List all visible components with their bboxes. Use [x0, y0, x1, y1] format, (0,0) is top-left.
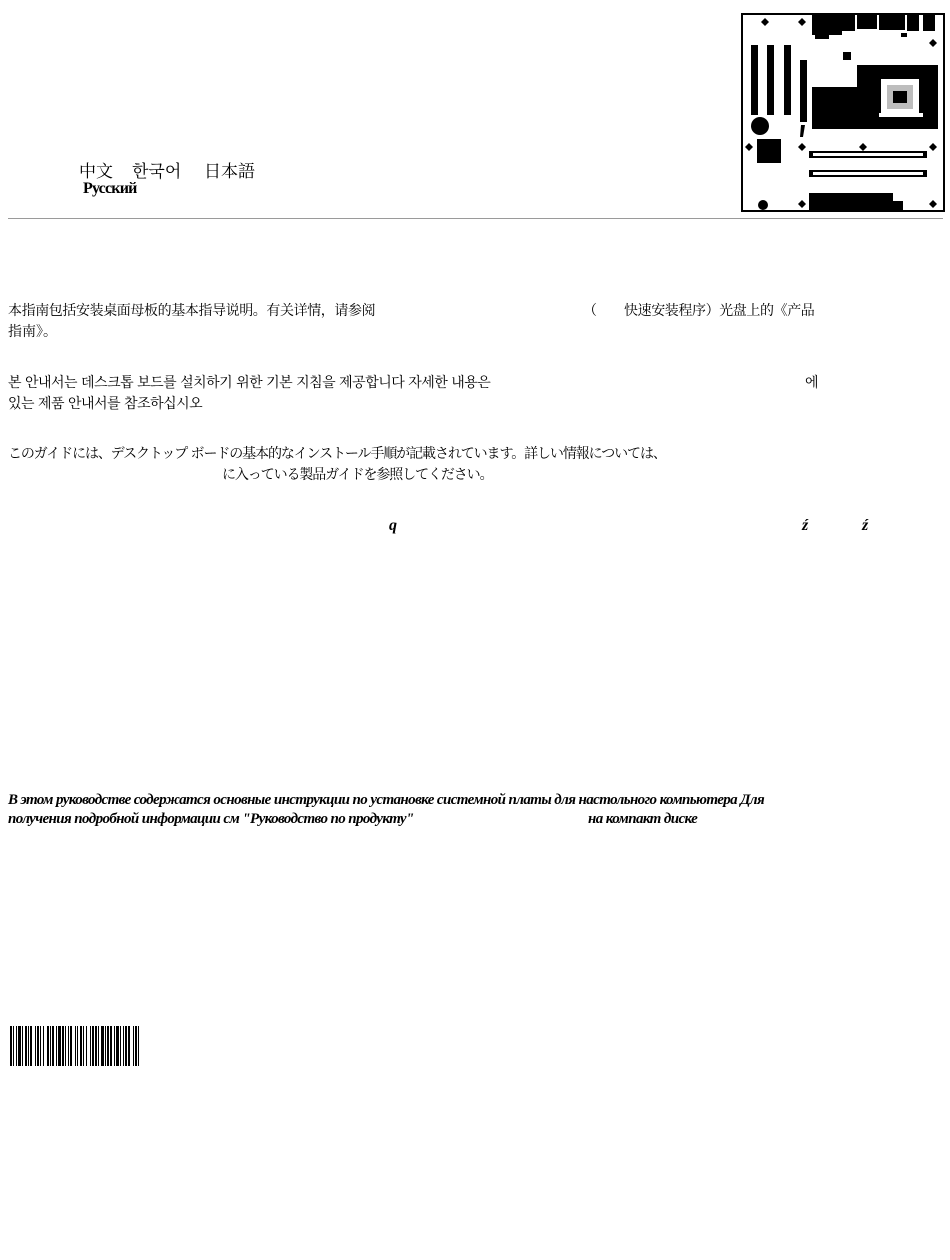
ru-line1: В этом руководстве содержатся основные инструкции по установке системной платы для настольного компьютера Для	[8, 792, 765, 808]
lang-japanese: 日本語	[204, 162, 255, 182]
header-divider	[8, 218, 943, 219]
barcode-bar	[28, 1026, 29, 1066]
battery	[751, 117, 769, 135]
barcode-bar	[16, 1026, 17, 1066]
barcode-bar	[30, 1026, 32, 1066]
barcode-bar	[101, 1026, 104, 1066]
barcode-bar	[65, 1026, 66, 1066]
barcode-bar	[75, 1026, 76, 1066]
barcode-bar	[22, 1026, 23, 1066]
mount-hole	[758, 200, 768, 210]
ja-line2: に入っている製品ガイドを参照してください。	[222, 467, 493, 483]
barcode-bar	[13, 1026, 14, 1066]
barcode-bar	[77, 1026, 78, 1066]
io-connector	[879, 13, 905, 30]
io-connector	[842, 15, 855, 31]
ru-line2-a: получения подробной информации см "Руководство по продукту"	[8, 811, 414, 827]
barcode-bar	[86, 1026, 87, 1066]
dimm-slot-inner	[813, 153, 923, 156]
lang-russian: Русский	[83, 180, 137, 197]
lang-korean: 한국어	[132, 162, 182, 182]
agp-slot	[800, 60, 807, 122]
small-chip	[843, 52, 851, 60]
io-connector	[907, 13, 919, 31]
pci-slot	[784, 45, 791, 115]
io-chip	[757, 139, 781, 163]
pci-slot	[767, 45, 774, 115]
ko-line2: 있는 제품 안내서를 참조하십시오	[8, 396, 203, 412]
power-connector	[891, 201, 903, 210]
barcode-bar	[18, 1026, 21, 1066]
io-connector	[857, 15, 877, 29]
barcode-bar	[47, 1026, 49, 1066]
io-connector	[901, 33, 907, 37]
chipset	[812, 87, 857, 129]
barcode-bar	[135, 1026, 137, 1066]
io-connector	[923, 13, 935, 31]
barcode-bar	[110, 1026, 112, 1066]
zh-line1-c: 快速安装程序）光盘上的《产品	[624, 303, 815, 319]
barcode-bar	[138, 1026, 139, 1066]
barcode-bar	[70, 1026, 72, 1066]
barcode-bar	[98, 1026, 99, 1066]
barcode-bar	[35, 1026, 36, 1066]
barcode-bar	[107, 1026, 109, 1066]
barcode-bar	[52, 1026, 54, 1066]
barcode-bar	[120, 1026, 121, 1066]
barcode-bar	[125, 1026, 127, 1066]
barcode-bar	[50, 1026, 51, 1066]
barcode-bar	[37, 1026, 39, 1066]
cpu-die	[893, 91, 907, 103]
zh-line2: 指南》。	[8, 324, 57, 340]
barcode-bar	[114, 1026, 115, 1066]
barcode-bar	[83, 1026, 84, 1066]
io-connector	[812, 15, 842, 35]
barcode-bar	[123, 1026, 124, 1066]
stray-glyph: ź	[862, 517, 869, 534]
barcode-bar	[56, 1026, 57, 1066]
barcode-bar	[128, 1026, 130, 1066]
barcode-bar	[10, 1026, 12, 1066]
barcode-bar	[58, 1026, 61, 1066]
cpu-lever	[879, 113, 923, 117]
barcode-bar	[105, 1026, 106, 1066]
barcode-bar	[68, 1026, 69, 1066]
dimm-slot-inner	[813, 172, 923, 175]
lang-chinese: 中文	[79, 162, 113, 182]
barcode-bar	[43, 1026, 44, 1066]
motherboard-diagram-icon	[741, 13, 946, 213]
ru-line2-b: на компакт диске	[588, 811, 698, 827]
zh-line1-b: （	[583, 303, 597, 319]
barcode-bar	[133, 1026, 134, 1066]
barcode-bar	[25, 1026, 27, 1066]
barcode-bar	[62, 1026, 64, 1066]
io-connector	[815, 33, 829, 39]
barcode-icon	[10, 1026, 226, 1066]
barcode-bar	[116, 1026, 119, 1066]
pci-slot	[751, 45, 758, 115]
ko-line1-b: 에	[805, 375, 819, 391]
barcode-bar	[40, 1026, 41, 1066]
barcode-bar	[80, 1026, 82, 1066]
barcode-bar	[92, 1026, 94, 1066]
ja-line1: このガイドには、デスクトップ ボードの基本的なインストール手順が記載されています。詳しい情報については、	[8, 446, 666, 462]
zh-line1-a: 本指南包括安装桌面母板的基本指导说明。有关详情，请参阅	[8, 303, 376, 319]
barcode-bar	[90, 1026, 91, 1066]
barcode-bar	[95, 1026, 97, 1066]
power-connector	[809, 193, 893, 210]
ko-line1-a: 본 안내서는 데스크톱 보드를 설치하기 위한 기본 지침을 제공합니다 자세한 내용은	[8, 375, 491, 391]
stray-glyph: q	[389, 517, 397, 534]
stray-glyph: ź	[802, 517, 809, 534]
